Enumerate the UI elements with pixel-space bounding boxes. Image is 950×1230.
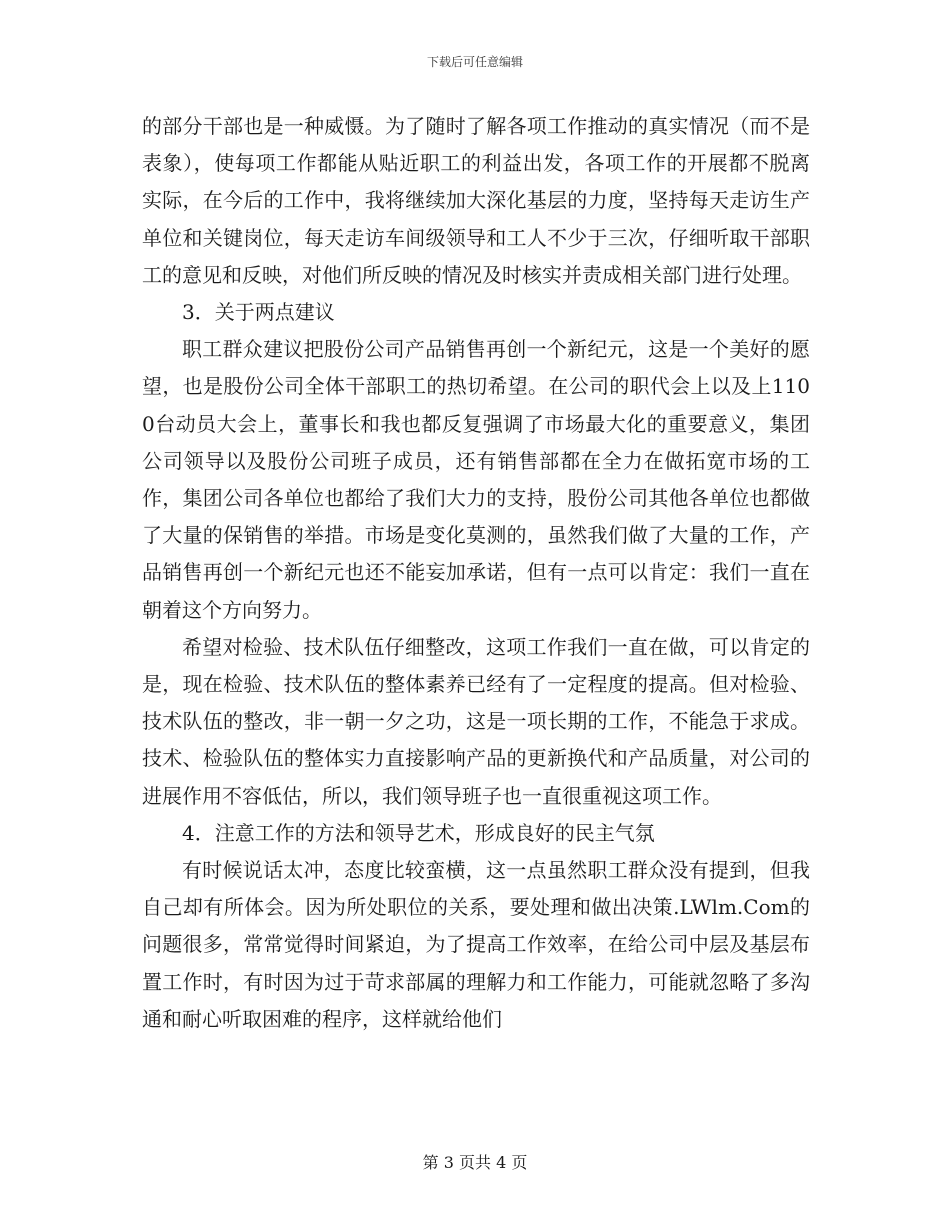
paragraph-attitude: 有时候说话太冲，态度比较蛮横，这一点虽然职工群众没有提到，但我自己却有所体会。因为所处职位的关系，要处理和做出决策.LWlm.Com的问题很多，常常觉得时间紧迫，为了提高工作效率，在给公司中层及基层布置工作时，有时因为过于苛求部属的理解力和工作能力，可能就忽略了多沟通和耐心听取困难的程序，这样就给他们 bbox=[142, 858, 810, 1031]
section-heading-3: 3．关于两点建议 bbox=[182, 300, 335, 325]
paragraph-sales: 职工群众建议把股份公司产品销售再创一个新纪元，这是一个美好的愿望，也是股份公司全体干部职工的热切希望。在公司的职代会上以及上1100台动员大会上，董事长和我也都反复强调了市场最大化的重要意义，集团公司领导以及股份公司班子成员，还有销售部都在全力在做拓宽市场的工作，集团公司各单位也都给了我们大力的支持，股份公司其他各单位也都做了大量的保销售的举措。市场是变化莫测的，虽然我们做了大量的工作，产品销售再创一个新纪元也还不能妄加承诺，但有一点可以肯定：我们一直在朝着这个方向努力。 bbox=[142, 337, 810, 622]
document-body bbox=[142, 108, 810, 1038]
paragraph-inspection: 希望对检验、技术队伍仔细整改，这项工作我们一直在做，可以肯定的是，现在检验、技术队伍的整体素养已经有了一定程度的提高。但对检验、技术队伍的整改，非一朝一夕之功，这是一项长期的工作，不能急于求成。技术、检验队伍的整体实力直接影响产品的更新换代和产品质量，对公司的进展作用不容低估，所以，我们领导班子也一直很重视这项工作。 bbox=[142, 634, 810, 808]
paragraph-continuation: 的部分干部也是一种威慑。为了随时了解各项工作推动的真实情况（而不是表象），使每项工作都能从贴近职工的利益出发，各项工作的开展都不脱离实际，在今后的工作中，我将继续加大深化基层的力度，坚持每天走访生产单位和关键岗位，每天走访车间级领导和工人不少于三次，仔细听取干部职工的意见和反映，对他们所反映的情况及时核实并责成相关部门进行处理。 bbox=[142, 114, 810, 287]
section-heading-4: 4．注意工作的方法和领导艺术，形成良好的民主气氛 bbox=[182, 820, 655, 845]
page-header: 下载后可任意编辑 bbox=[426, 55, 523, 69]
page-footer: 第 3 页共 4 页 bbox=[422, 1153, 528, 1172]
